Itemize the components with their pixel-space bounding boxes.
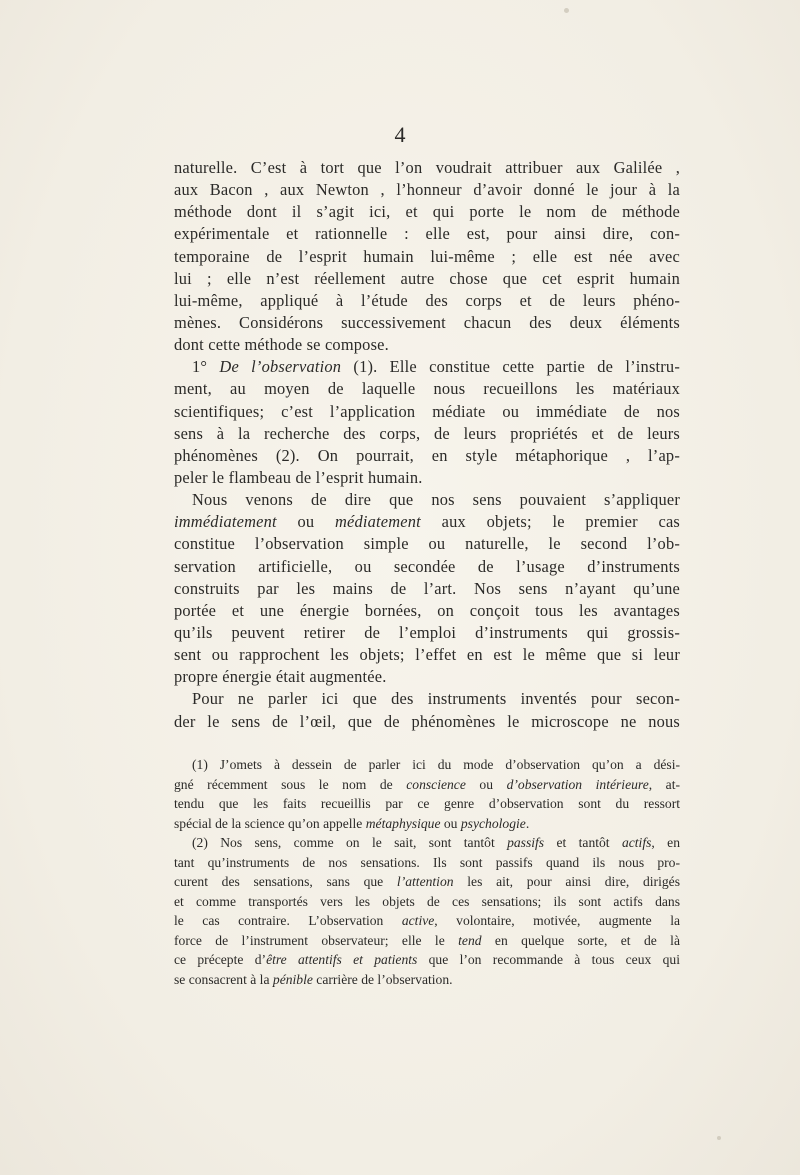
text-line [174,644,680,666]
text-run: aux Bacon , aux Newton , l’honneur d’avoir donné le jour à la [174,180,680,200]
text-run: dont cette méthode se compose. [174,335,389,355]
text-run: expérimentale et rationnelle : elle est, pour ainsi dire, con- [174,224,680,244]
page-number: 4 [394,122,406,147]
text-run: portée et une énergie bornées, on conçoit tous les avantages [174,600,680,620]
footnote-line [174,755,680,775]
italic-text-run: d’observation intérieure [506,776,649,792]
text-line [174,688,680,710]
text-run: mènes. Considérons successivement chacun des deux éléments [174,312,680,332]
text-line [174,533,680,555]
text-run: lui ; elle n’est réellement autre chose que cet esprit humain [174,268,680,288]
text-run: ce précepte d’ [174,952,267,967]
text-run: servation artificielle, ou secondée de l’usage d’instruments [174,556,680,576]
text-run: , en [651,835,680,850]
text-run: temporaine de l’esprit humain lui-même ; elle est née avec [174,246,680,266]
italic-text-run: active [401,913,435,928]
footnote-line [174,853,680,873]
text-line [174,511,680,533]
italic-text-run: l’attention [396,874,454,889]
text-run: le cas contraire. L’observation [174,913,402,928]
text-run: der le sens de l’œil, que de phénomènes le microscope ne nous [174,711,680,731]
text-run: que l’on recommande à tous ceux qui [417,952,680,967]
text-line [174,711,680,733]
text-run: phénomènes (2). On pourrait, en style métaphorique , l’ap- [174,445,680,465]
text-run: qu’ils peuvent retirer de l’emploi d’instruments qui grossis- [174,622,680,642]
main-text [174,157,680,733]
text-run: gné récemment sous le nom de [174,776,407,792]
text-line [174,666,680,688]
text-line [174,578,680,600]
text-line [174,268,680,290]
text-line [174,489,680,511]
text-line [174,223,680,245]
text-run: scientifiques; c’est l’application médiate ou immédiate de nos [174,401,680,421]
text-line [174,556,680,578]
text-line [174,445,680,467]
italic-text-run: tend [458,932,482,948]
text-line [174,312,680,334]
text-run: et comme transportés vers les objets de ces sensations; ils sont actifs dans [174,893,680,909]
text-line [174,467,680,489]
text-run: propre énergie était augmentée. [174,667,387,687]
italic-text-run: immédiatement [174,512,277,532]
footnotes [174,755,680,989]
text-run: ou [465,776,507,792]
text-run: Nous venons de dire que nos sens pouvaient s’appliquer [192,490,680,510]
italic-text-run: passifs [507,835,545,850]
italic-text-run: conscience [406,776,466,792]
text-line [174,401,680,423]
text-run: les ait, pour ainsi dire, dirigés [453,874,680,889]
footnote-line [174,970,680,990]
text-run: curent des sensations, sans que [174,874,397,889]
italic-text-run: psychologie [460,815,526,831]
text-line [174,423,680,445]
text-run: (1). Elle constitue cette partie de l’instru- [341,357,680,377]
footnote-line [174,814,680,834]
text-run: ou [276,512,335,532]
text-run: spécial de la science qu’on appelle [174,815,366,831]
text-line [174,179,680,201]
text-run: . [525,815,530,831]
text-run: constitue l’observation simple ou naturelle, le second l’ob- [174,534,680,554]
text-line [174,290,680,312]
text-run: Pour ne parler ici que des instruments inventés pour secon- [192,689,680,709]
text-run: tant qu’instruments de nos sensations. Ils sont passifs quand ils nous pro- [174,854,680,870]
text-run: (1) J’omets à dessein de parler ici du mode d’observation qu’on a dési- [192,757,680,772]
text-run: ment, au moyen de laquelle nous recueillons les matériaux [174,379,680,399]
text-run: 1° [192,357,220,377]
text-run: méthode dont il s’agit ici, et qui porte le nom de méthode [174,202,680,222]
text-line [174,334,680,356]
footnote-line [174,794,680,814]
footnote-line [174,911,680,931]
text-run: , volontaire, motivée, augmente la [434,913,681,928]
italic-text-run: médiatement [334,512,421,532]
text-line [174,246,680,268]
text-run: aux objets; le premier cas [420,512,681,532]
italic-text-run: pénible [272,971,313,987]
text-run: , at- [648,776,681,792]
text-run: et tantôt [544,835,622,850]
text-run: tendu que les faits recueillis par ce genre d’observation sont du ressort [174,796,680,811]
text-run: construits par les mains de l’art. Nos sens n’ayant qu’une [174,578,680,598]
text-run: ou [440,815,461,831]
italic-text-run: actifs [621,835,652,850]
footnote-line [174,931,680,951]
footnote-line [174,775,680,795]
footnote-line [174,892,680,912]
text-run: sent ou rapprochent les objets; l’effet en est le même que si leur [174,645,680,665]
text-run: (2) Nos sens, comme on le sait, sont tantôt [192,835,508,850]
footnote-line [174,950,680,970]
text-line [174,622,680,644]
text-line [174,378,680,400]
text-run: peler le flambeau de l’esprit humain. [174,467,423,487]
text-line [174,201,680,223]
footnote-line [174,872,680,892]
text-line [174,157,680,179]
text-run: carrière de l’observation. [312,971,453,987]
text-run: naturelle. C’est à tort que l’on voudrait attribuer aux Galilée , [174,158,680,177]
paper-speck [717,1136,721,1140]
text-run: lui-même, appliqué à l’étude des corps et de leurs phéno- [174,290,680,310]
paper-speck [564,8,569,13]
text-run: force de l’instrument observateur; elle le [174,932,459,948]
text-line [174,356,680,378]
footnote-line [174,833,680,853]
text-run: sens à la recherche des corps, de leurs propriétés et de leurs [174,423,680,443]
italic-text-run: De l’observation [219,357,342,377]
text-run: se consacrent à la [174,971,273,987]
italic-text-run: être attentifs et patients [266,952,418,967]
text-run: en quelque sorte, et de là [481,932,680,948]
text-line [174,600,680,622]
italic-text-run: métaphysique [365,815,441,831]
